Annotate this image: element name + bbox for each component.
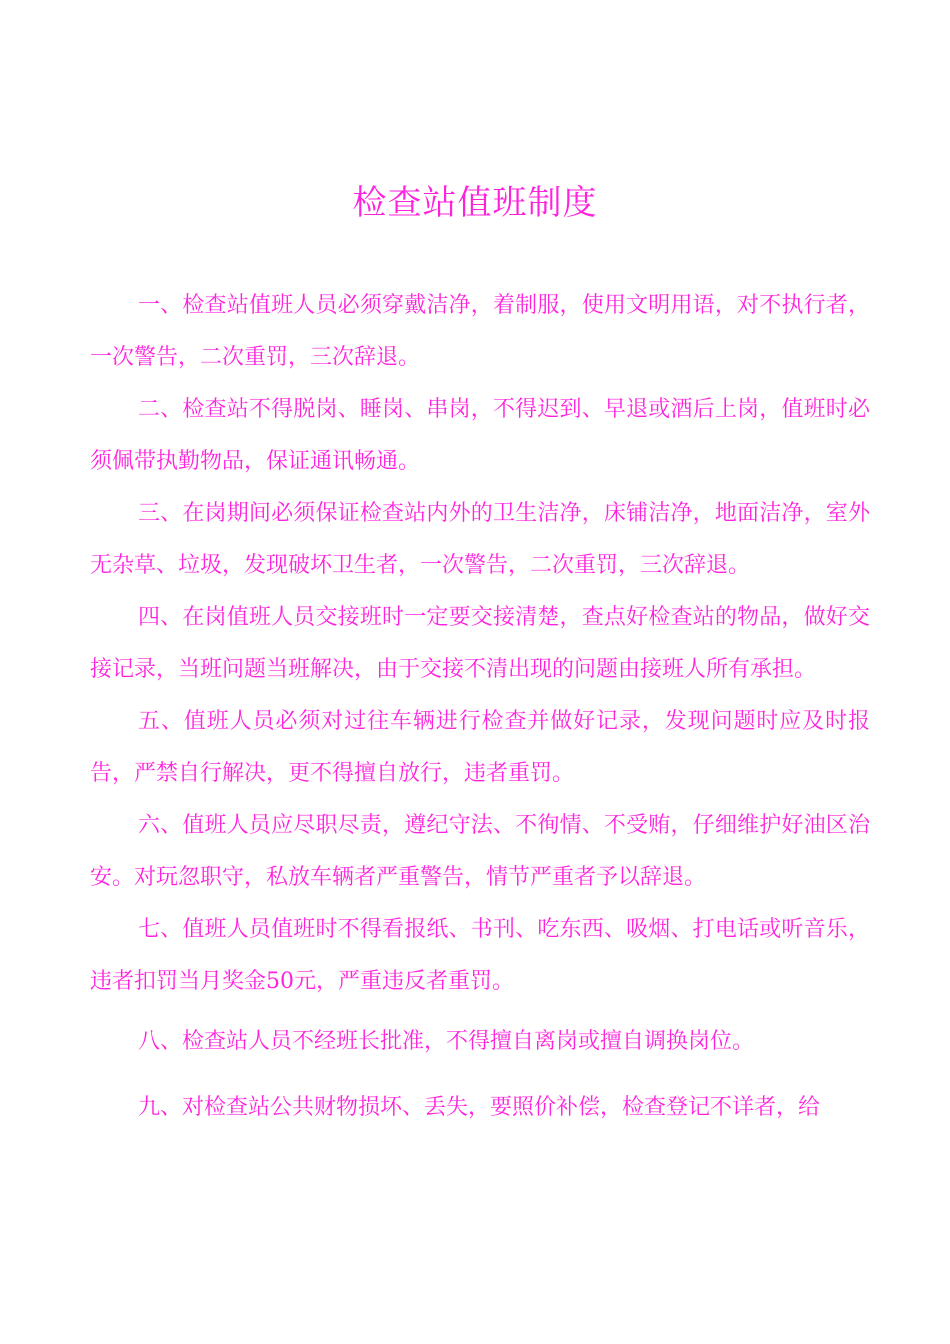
paragraph-8: 八、检查站人员不经班长批准，不得擅自离岗或擅自调换岗位。: [138, 1029, 755, 1054]
paragraph-1: 一、检查站值班人员必须穿戴洁净，着制服，使用文明用语，对不执行者，一次警告，二次重罚，三次辞退。: [90, 293, 870, 370]
paragraph-7: 七、值班人员值班时不得看报纸、书刊、吃东西、吸烟、打电话或听音乐，违者扣罚当月奖金50元，严重违反者重罚。: [90, 917, 870, 994]
paragraph-5: 五、值班人员必须对过往车辆进行检查并做好记录，发现问题时应及时报告，严禁自行解决，更不得擅自放行，违者重罚。: [90, 709, 870, 786]
paragraph-9: 九、对检查站公共财物损坏、丢失，要照价补偿，检查登记不详者，给: [138, 1095, 821, 1120]
document-title: 检查站值班制度: [352, 183, 598, 223]
paragraph-6: 六、值班人员应尽职尽责，遵纪守法、不徇情、不受贿，仔细维护好油区治安。对玩忽职守，私放车辆者严重警告，情节严重者予以辞退。: [90, 813, 870, 890]
document-body: [90, 280, 870, 1134]
paragraph-3: 三、在岗期间必须保证检查站内外的卫生洁净，床铺洁净，地面洁净，室外无杂草、垃圾，发现破坏卫生者，一次警告，二次重罚，三次辞退。: [90, 501, 870, 578]
paragraph-2: 二、检查站不得脱岗、睡岗、串岗，不得迟到、早退或酒后上岗，值班时必须佩带执勤物品，保证通讯畅通。: [90, 397, 870, 474]
paragraph-4: 四、在岗值班人员交接班时一定要交接清楚，查点好检查站的物品，做好交接记录，当班问题当班解决，由于交接不清出现的问题由接班人所有承担。: [90, 605, 870, 682]
